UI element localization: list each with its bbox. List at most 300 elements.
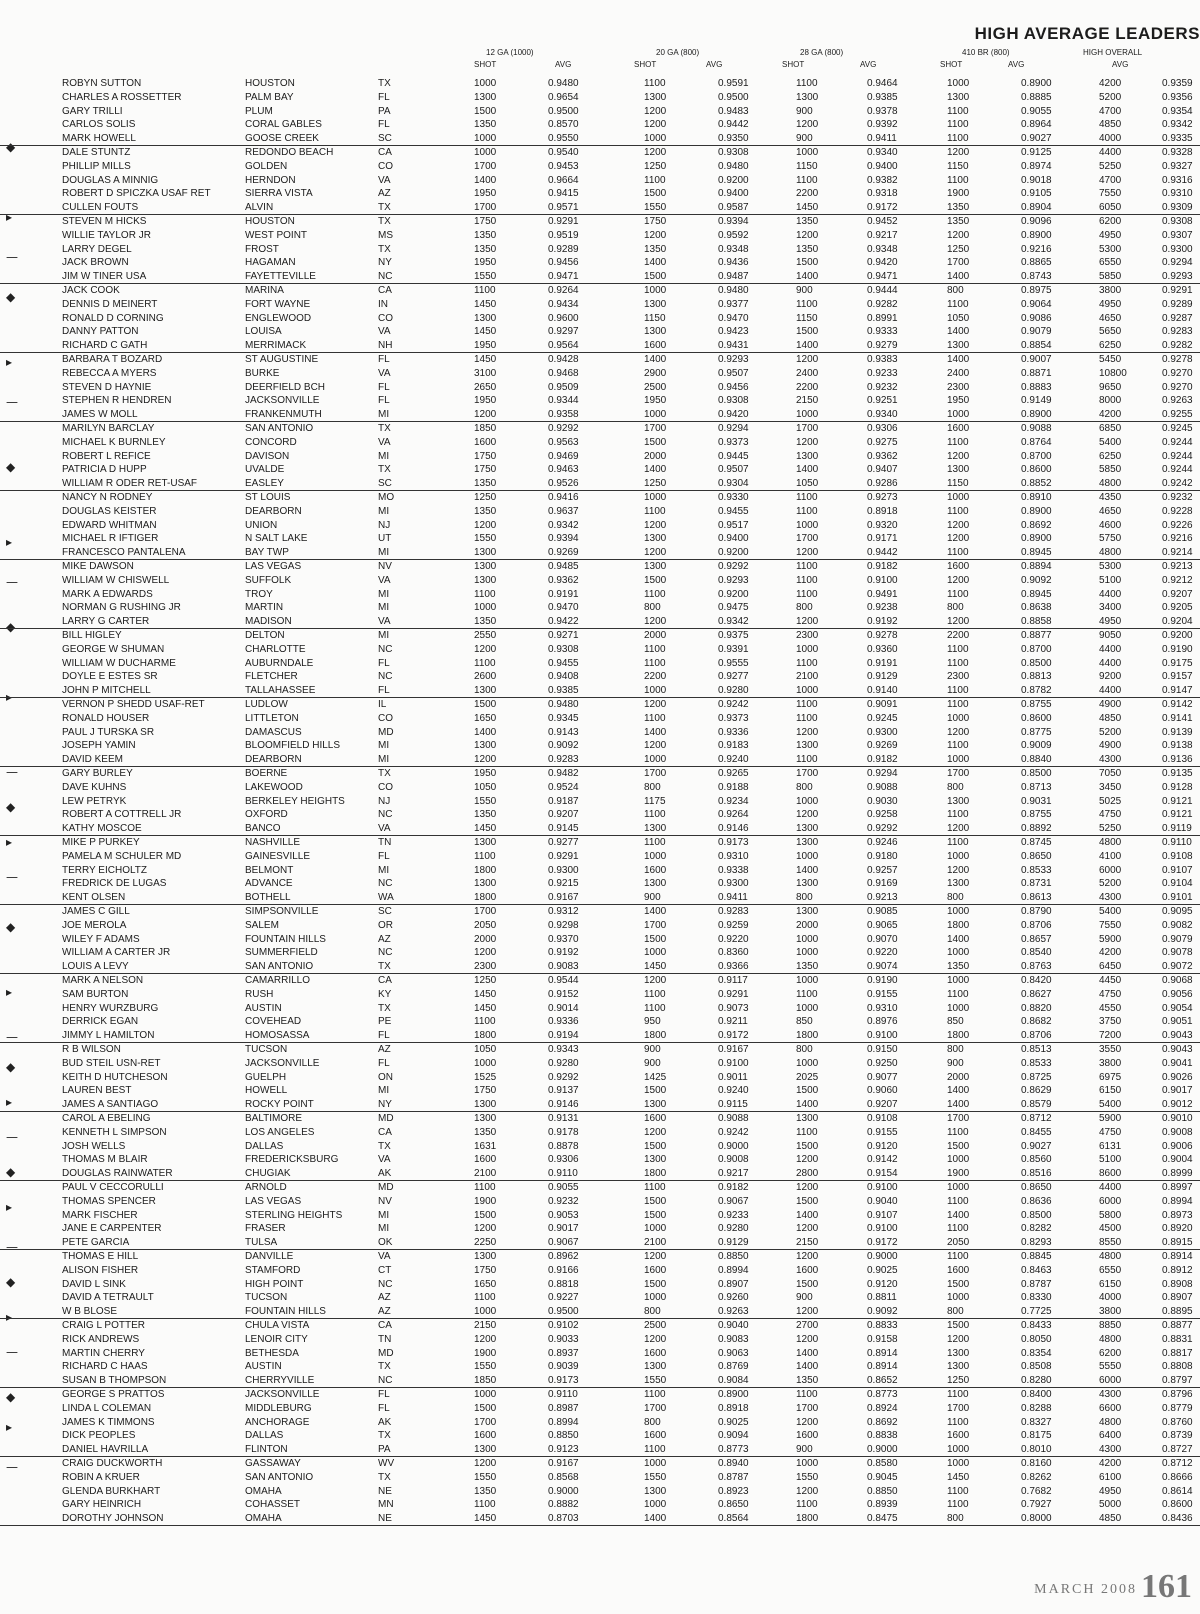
shot-410br: 1000 [947,409,970,421]
avg-20ga: 0.9420 [718,409,749,421]
city: FLINTON [245,1444,288,1456]
shot-20ga: 1700 [644,768,667,779]
state: NC [378,1278,393,1290]
shot-410br: 1100 [947,133,969,145]
shot-20ga: 1000 [644,1499,667,1511]
avg-410br: 0.8790 [1021,906,1052,917]
table-row [0,1402,1200,1416]
shot-overall: 8000 [1099,395,1122,407]
shot-20ga: 1200 [644,740,667,752]
avg-12ga: 0.9291 [548,850,579,862]
avg-20ga: 0.9507 [718,367,749,379]
shooter-name: WILLIE TAYLOR JR [62,229,151,241]
shooter-name: DICK PEOPLES [62,1430,136,1442]
city: HOUSTON [245,216,295,227]
shot-410br: 1100 [947,1126,969,1138]
avg-410br: 0.8050 [1021,1333,1052,1345]
row-group [0,353,1200,422]
shooter-name: DOROTHY JOHNSON [62,1513,164,1525]
table-row [0,1416,1200,1430]
shot-410br: 2400 [947,367,970,379]
city: DANVILLE [245,1251,294,1262]
avg-410br: 0.8945 [1021,547,1052,559]
avg-overall: 0.9135 [1162,768,1193,779]
avg-20ga: 0.9240 [718,1085,749,1097]
avg-overall: 0.9226 [1162,519,1193,531]
state: FL [378,1402,390,1414]
avg-28ga: 0.8914 [867,1361,898,1373]
shot-overall: 5800 [1099,1209,1122,1221]
table-row [0,325,1200,339]
avg-28ga: 0.9154 [867,1168,898,1180]
avg-28ga: 0.8838 [867,1430,898,1442]
shot-20ga: 1300 [644,326,667,338]
state: MI [378,409,390,421]
shot-28ga: 1200 [796,547,819,559]
shot-overall: 4400 [1099,147,1122,158]
avg-12ga: 0.9194 [548,1030,579,1042]
state: TX [378,1471,391,1483]
shot-20ga: 1000 [644,133,667,145]
margin-mark: — [6,765,18,779]
shot-410br: 1400 [947,271,970,283]
shot-410br: 1300 [947,340,970,352]
shot-12ga: 1100 [474,588,496,600]
shot-overall: 6550 [1099,1264,1122,1276]
avg-20ga: 0.9291 [718,988,749,1000]
avg-410br: 0.7725 [1021,1306,1052,1318]
shooter-name: RONALD D CORNING [62,312,164,324]
shooter-name: LEW PETRYK [62,795,127,807]
city: TUCSON [245,1044,288,1055]
avg-28ga: 0.9232 [867,381,898,393]
state: VA [378,574,391,586]
state: NV [378,1195,392,1207]
avg-12ga: 0.8568 [548,1471,579,1483]
shooter-name: LARRY G CARTER [62,616,150,628]
avg-20ga: 0.9280 [718,685,749,697]
shot-410br: 1200 [947,616,970,628]
shot-28ga: 1100 [796,712,818,724]
page-number: 161 [1141,1568,1192,1605]
shooter-name: REBECCA A MYERS [62,367,157,379]
avg-12ga: 0.9271 [548,630,579,641]
shot-410br: 1100 [947,699,969,710]
avg-410br: 0.8650 [1021,850,1052,862]
avg-20ga: 0.9084 [718,1375,749,1387]
margin-mark: ◆ [6,1275,16,1289]
table-row [0,588,1200,602]
shooter-name: JOE MEROLA [62,919,127,931]
shot-overall: 6850 [1099,423,1122,434]
avg-28ga: 0.9245 [867,712,898,724]
avg-28ga: 0.9108 [867,1113,898,1124]
avg-28ga: 0.9257 [867,864,898,876]
avg-410br: 0.8964 [1021,119,1052,131]
shot-410br: 800 [947,602,964,614]
city: BALTIMORE [245,1113,303,1124]
shot-28ga: 2200 [796,188,819,200]
city: FOUNTAIN HILLS [245,1306,326,1318]
shooter-name: NORMAN G RUSHING JR [62,602,181,614]
shot-12ga: 1350 [474,478,497,490]
shot-410br: 1200 [947,726,970,738]
avg-overall: 0.9308 [1162,216,1193,227]
shot-28ga: 1100 [796,988,818,1000]
row-group [0,836,1200,905]
avg-overall: 0.8436 [1162,1513,1193,1525]
shot-12ga: 1000 [474,602,497,614]
city: CAMARRILLO [245,975,311,986]
avg-overall: 0.9316 [1162,174,1193,186]
shot-28ga: 1000 [796,519,819,531]
avg-12ga: 0.9014 [548,1002,579,1014]
avg-28ga: 0.9306 [867,423,898,434]
header-20ga-shot: SHOT [634,60,657,69]
shot-overall: 4300 [1099,1444,1122,1456]
shot-12ga: 1100 [474,1182,496,1193]
avg-overall: 0.9041 [1162,1057,1193,1069]
avg-12ga: 0.9102 [548,1320,579,1331]
shot-20ga: 1450 [644,961,667,973]
city: LUDLOW [245,699,288,710]
table-row [0,781,1200,795]
shot-410br: 800 [947,285,964,296]
avg-410br: 0.8743 [1021,271,1052,283]
avg-20ga: 0.9456 [718,381,749,393]
avg-410br: 0.8282 [1021,1223,1052,1235]
shot-overall: 4650 [1099,312,1122,324]
avg-410br: 0.8894 [1021,561,1052,572]
state: NC [378,947,393,959]
shot-410br: 1200 [947,1333,970,1345]
avg-20ga: 0.9063 [718,1347,749,1359]
shot-overall: 4000 [1099,133,1122,145]
shot-overall: 10800 [1099,367,1127,379]
state: MD [378,1182,394,1193]
avg-overall: 0.9255 [1162,409,1193,421]
avg-28ga: 0.9190 [867,975,898,986]
state: NC [378,809,393,821]
shot-overall: 3750 [1099,1016,1122,1028]
avg-20ga: 0.9200 [718,588,749,600]
row-group [0,491,1200,560]
avg-410br: 0.9092 [1021,574,1052,586]
avg-overall: 0.8739 [1162,1430,1193,1442]
avg-overall: 0.9110 [1162,837,1192,848]
avg-12ga: 0.9292 [548,423,579,434]
shot-overall: 5300 [1099,561,1122,572]
shooter-name: CARLOS SOLIS [62,119,136,131]
footer-month: MARCH 2008 [1034,1582,1137,1597]
avg-20ga: 0.9188 [718,781,749,793]
shot-28ga: 1100 [796,561,818,572]
state: WV [378,1458,395,1469]
avg-12ga: 0.9067 [548,1237,579,1249]
table-row [0,1388,1200,1402]
shot-20ga: 1550 [644,1471,667,1483]
shot-20ga: 1000 [644,1292,667,1304]
shot-28ga: 800 [796,1044,813,1055]
table-row [0,1443,1200,1457]
shot-20ga: 1000 [644,1223,667,1235]
margin-mark: — [6,1130,18,1144]
avg-12ga: 0.9110 [548,1168,578,1180]
avg-28ga: 0.9171 [867,533,898,545]
shooter-name: KENT OLSEN [62,892,126,904]
shot-overall: 5100 [1099,1154,1122,1166]
avg-overall: 0.8877 [1162,1320,1193,1331]
avg-20ga: 0.9263 [718,1306,749,1318]
city: FRANKENMUTH [245,409,322,421]
shot-410br: 800 [947,1513,964,1525]
header-20ga: 20 GA (800) [656,48,700,57]
row-group [0,560,1200,629]
table-row [0,864,1200,878]
shot-28ga: 1400 [796,271,819,283]
avg-410br: 0.9079 [1021,326,1052,338]
shooter-name: THOMAS M BLAIR [62,1154,148,1166]
avg-12ga: 0.9280 [548,1057,579,1069]
avg-overall: 0.9244 [1162,450,1193,462]
shot-410br: 1000 [947,1002,970,1014]
avg-12ga: 0.9519 [548,229,579,241]
shot-12ga: 1750 [474,1264,497,1276]
city: UVALDE [245,464,285,476]
avg-overall: 0.9228 [1162,505,1193,517]
table-row [0,160,1200,174]
city: SAN ANTONIO [245,961,314,973]
shot-12ga: 1950 [474,768,497,779]
state: VA [378,616,391,628]
shot-28ga: 1100 [796,505,818,517]
shooter-name: JIM W TINER USA [62,271,147,283]
avg-12ga: 0.9178 [548,1126,579,1138]
shot-20ga: 1200 [644,1251,667,1262]
shooter-name: CULLEN FOUTS [62,202,139,214]
shooter-name: DERRICK EGAN [62,1016,139,1028]
shot-20ga: 1700 [644,1402,667,1414]
table-row [0,381,1200,395]
avg-20ga: 0.9487 [718,271,749,283]
state: PA [378,1444,391,1456]
shot-12ga: 1750 [474,450,497,462]
city: MADISON [245,616,292,628]
table-row [0,1181,1200,1195]
shot-20ga: 1400 [644,464,667,476]
margin-mark: ◆ [6,140,16,154]
shot-12ga: 1450 [474,298,497,310]
shot-28ga: 1300 [796,906,819,917]
shot-410br: 1300 [947,464,970,476]
city: OMAHA [245,1485,282,1497]
shot-12ga: 1300 [474,1444,497,1456]
city: SUMMERFIELD [245,947,318,959]
shot-28ga: 800 [796,602,813,614]
avg-28ga: 0.9464 [867,78,898,89]
shot-overall: 4450 [1099,975,1122,986]
shooter-name: RICHARD C HAAS [62,1361,148,1373]
shot-overall: 3800 [1099,1306,1122,1318]
avg-20ga: 0.9117 [718,975,748,986]
shot-28ga: 1200 [796,726,819,738]
shooter-name: R B WILSON [62,1044,121,1055]
avg-410br: 0.8010 [1021,1444,1052,1456]
state: MS [378,229,393,241]
shot-12ga: 1450 [474,326,497,338]
city: ADVANCE [245,878,293,890]
shot-overall: 4300 [1099,1389,1122,1400]
avg-410br: 0.8288 [1021,1402,1052,1414]
shooter-name: GEORGE W SHUMAN [62,643,165,655]
state: FL [378,1057,390,1069]
shot-410br: 900 [947,1057,964,1069]
avg-overall: 0.8999 [1162,1168,1193,1180]
table-row [0,270,1200,284]
city: DEARBORN [245,754,302,766]
header-410br-shot: SHOT [940,60,963,69]
shot-20ga: 1500 [644,574,667,586]
avg-28ga: 0.8692 [867,1416,898,1428]
margin-mark: ▸ [6,355,13,369]
shot-410br: 1100 [947,740,969,752]
avg-20ga: 0.9591 [718,78,749,89]
avg-28ga: 0.9140 [867,685,898,697]
avg-28ga: 0.9000 [867,1251,898,1262]
shot-28ga: 1100 [796,754,818,766]
avg-28ga: 0.8580 [867,1458,898,1469]
avg-28ga: 0.9120 [867,1278,898,1290]
table-row [0,601,1200,615]
avg-28ga: 0.8914 [867,1347,898,1359]
shot-410br: 1100 [947,298,969,310]
state: SC [378,478,392,490]
shot-28ga: 1350 [796,1375,819,1387]
city: FOUNTAIN HILLS [245,933,326,945]
city: EASLEY [245,478,284,490]
shot-20ga: 1800 [644,1030,667,1042]
shot-12ga: 2000 [474,933,497,945]
avg-20ga: 0.9292 [718,561,749,572]
shooter-name: STEVEN D HAYNIE [62,381,152,393]
shot-12ga: 1300 [474,574,497,586]
avg-410br: 0.8892 [1021,823,1052,835]
avg-20ga: 0.9391 [718,643,749,655]
avg-28ga: 0.9107 [867,1209,898,1221]
margin-mark: ◆ [6,460,16,474]
avg-20ga: 0.8773 [718,1444,749,1456]
shot-28ga: 1300 [796,740,819,752]
avg-overall: 0.9119 [1162,823,1192,835]
city: GAINESVILLE [245,850,311,862]
shot-12ga: 1800 [474,1030,497,1042]
shot-overall: 6150 [1099,1085,1122,1097]
margin-mark: ▸ [6,210,13,224]
avg-28ga: 0.9142 [867,1154,898,1166]
shot-12ga: 1525 [474,1071,497,1083]
state: FL [378,1030,390,1042]
avg-overall: 0.9006 [1162,1140,1193,1152]
city: TUCSON [245,1292,288,1304]
avg-overall: 0.9068 [1162,975,1193,986]
header-overall-avg: AVG [1112,60,1129,69]
avg-overall: 0.9141 [1162,712,1193,724]
state: NJ [378,795,391,807]
shot-28ga: 1000 [796,933,819,945]
state: CO [378,712,393,724]
avg-overall: 0.8614 [1162,1485,1193,1497]
avg-28ga: 0.9070 [867,933,898,945]
shot-28ga: 1300 [796,837,819,848]
table-row [0,988,1200,1002]
shot-20ga: 1200 [644,105,667,117]
avg-12ga: 0.9152 [548,988,579,1000]
avg-410br: 0.8400 [1021,1389,1052,1400]
shot-12ga: 1100 [474,1499,496,1511]
avg-20ga: 0.9394 [718,216,749,227]
state: AZ [378,1044,391,1055]
avg-410br: 0.8613 [1021,892,1052,904]
avg-28ga: 0.9192 [867,616,898,628]
state: MI [378,588,390,600]
shot-12ga: 1600 [474,1430,497,1442]
shot-12ga: 1300 [474,1113,497,1124]
state: NC [378,1375,393,1387]
shot-overall: 4400 [1099,643,1122,655]
avg-28ga: 0.9129 [867,671,898,683]
state: OR [378,919,393,931]
state: NJ [378,519,391,531]
shooter-name: JAMES A SANTIAGO [62,1099,159,1111]
shot-12ga: 1300 [474,878,497,890]
state: FL [378,91,390,103]
city: JACKSONVILLE [245,1057,320,1069]
shot-410br: 1050 [947,312,970,324]
avg-overall: 0.9244 [1162,436,1193,448]
city: DAVISON [245,450,290,462]
shot-28ga: 1450 [796,202,819,214]
avg-overall: 0.9289 [1162,298,1193,310]
table-row [0,946,1200,960]
avg-overall: 0.9128 [1162,781,1193,793]
shooter-name: MIKE DAWSON [62,561,134,572]
avg-20ga: 0.9200 [718,547,749,559]
shot-28ga: 2025 [796,1071,819,1083]
shot-410br: 1100 [947,1485,969,1497]
state: WA [378,892,394,904]
shot-28ga: 1300 [796,823,819,835]
avg-28ga: 0.9100 [867,1030,898,1042]
avg-overall: 0.8600 [1162,1499,1193,1511]
shot-28ga: 1300 [796,878,819,890]
shot-20ga: 1300 [644,1154,667,1166]
shot-overall: 3800 [1099,285,1122,296]
avg-overall: 0.9356 [1162,91,1193,103]
avg-28ga: 0.9233 [867,367,898,379]
avg-28ga: 0.9155 [867,1126,898,1138]
shot-20ga: 800 [644,1416,661,1428]
avg-overall: 0.8712 [1162,1458,1193,1469]
shot-20ga: 2000 [644,630,667,641]
shot-12ga: 1000 [474,78,497,89]
shot-28ga: 2100 [796,671,819,683]
shot-12ga: 1550 [474,271,497,283]
city: FROST [245,243,279,255]
city: ENGLEWOOD [245,312,312,324]
avg-20ga: 0.9240 [718,754,749,766]
shot-28ga: 1200 [796,616,819,628]
shot-overall: 5400 [1099,906,1122,917]
